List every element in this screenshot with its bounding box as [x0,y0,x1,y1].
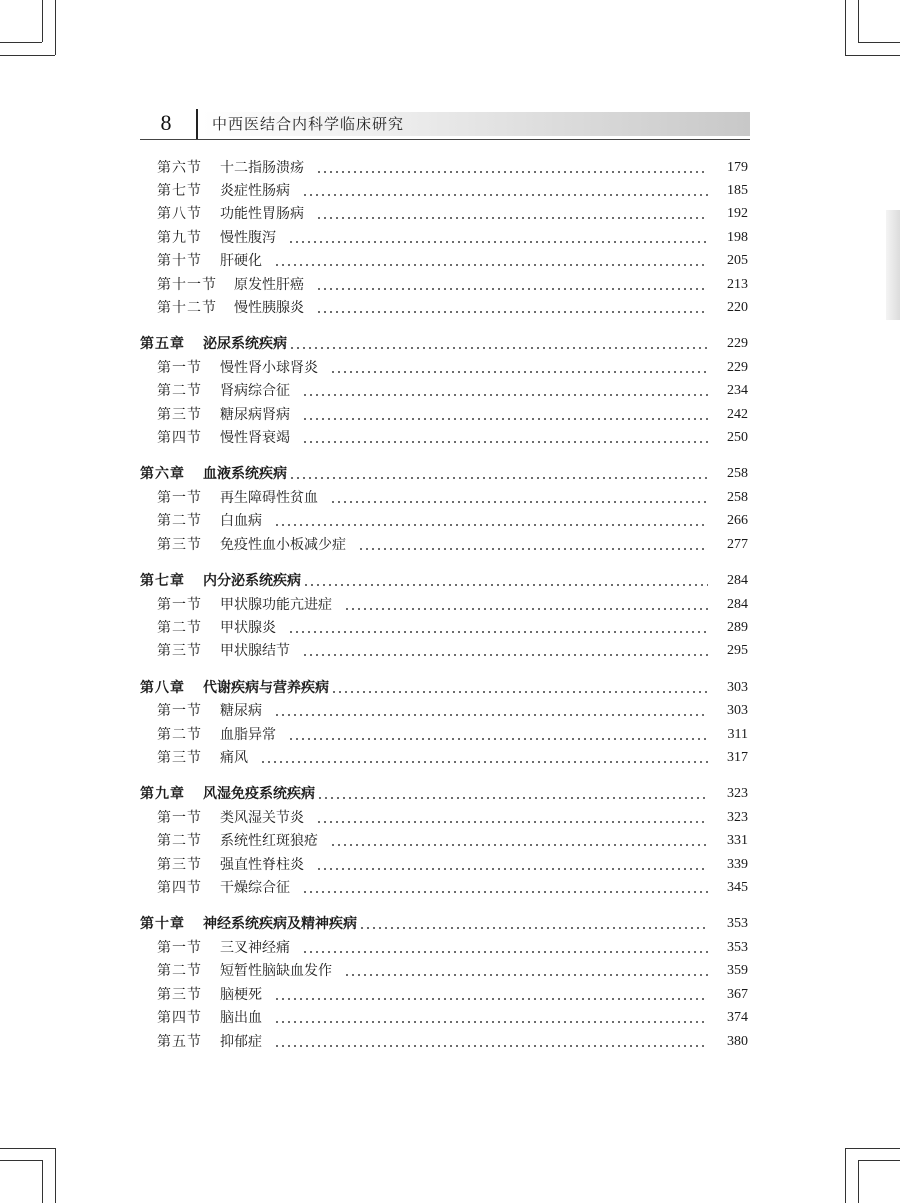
entry-title: 白血病 [220,513,262,529]
entry-title: 十二指肠溃疡 [220,160,304,176]
toc-chapter-entry [140,677,748,699]
dot-leader [330,830,708,852]
entry-page: 229 [727,336,748,351]
toc-section-entry [157,807,748,829]
entry-page: 339 [727,857,748,872]
dot-leader [274,984,708,1006]
toc-section-entry [157,274,748,296]
toc-section-entry [157,724,748,746]
entry-title: 免疫性血小板减少症 [220,537,346,553]
entry-number: 第一节 [157,360,202,376]
dot-leader [316,274,708,296]
dot-leader [260,747,708,769]
entry-number: 第二节 [157,833,202,849]
toc-section-entry [157,700,748,722]
entry-title: 慢性胰腺炎 [234,300,304,316]
entry-title: 甲状腺功能亢进症 [220,597,332,613]
entry-number: 第九章 [140,786,185,802]
toc-section-entry [157,747,748,769]
entry-number: 第三节 [157,857,202,873]
toc-section-entry [157,157,748,179]
entry-number: 第二节 [157,620,202,636]
entry-title: 肾病综合征 [220,383,290,399]
entry-page: 295 [727,643,748,658]
entry-number: 第四节 [157,1010,202,1026]
dot-leader [302,380,708,402]
dot-leader [359,913,708,935]
entry-title: 短暂性脑缺血发作 [220,963,332,979]
entry-title: 甲状腺炎 [220,620,276,636]
toc-section-entry [157,534,748,556]
entry-title: 风湿免疫系统疾病 [203,786,315,802]
entry-page: 317 [727,750,748,765]
dot-leader [288,227,708,249]
toc-section-entry [157,594,748,616]
entry-number: 第十二节 [157,300,217,316]
toc-section-entry [157,297,748,319]
entry-title: 血液系统疾病 [203,466,287,482]
entry-page: 185 [727,183,748,198]
toc-section-entry [157,487,748,509]
entry-page: 303 [727,703,748,718]
toc-section-entry [157,830,748,852]
dot-leader [317,783,708,805]
toc-section-entry [157,984,748,1006]
entry-number: 第七节 [157,183,202,199]
entry-page: 250 [727,430,748,445]
entry-title: 炎症性肠病 [220,183,290,199]
entry-page: 331 [727,833,748,848]
entry-number: 第四节 [157,430,202,446]
entry-page: 284 [727,573,748,588]
entry-page: 353 [727,916,748,931]
entry-page: 229 [727,360,748,375]
entry-page: 323 [727,810,748,825]
entry-page: 258 [727,466,748,481]
toc-section-entry [157,250,748,272]
dot-leader [316,157,708,179]
entry-title: 抑郁症 [220,1034,262,1050]
toc-chapter-entry [140,913,748,935]
entry-page: 311 [727,727,748,742]
entry-page: 353 [727,940,748,955]
dot-leader [288,724,708,746]
entry-number: 第二节 [157,513,202,529]
entry-number: 第三节 [157,643,202,659]
dot-leader [302,640,708,662]
entry-title: 原发性肝癌 [234,277,304,293]
entry-number: 第三节 [157,750,202,766]
entry-page: 205 [727,253,748,268]
dot-leader [316,854,708,876]
dot-leader [316,203,708,225]
toc-section-entry [157,877,748,899]
toc-section-entry [157,617,748,639]
entry-number: 第二节 [157,727,202,743]
entry-title: 慢性肾小球肾炎 [220,360,318,376]
entry-number: 第一节 [157,703,202,719]
entry-number: 第四节 [157,880,202,896]
entry-title: 神经系统疾病及精神疾病 [203,916,357,932]
dot-leader [331,677,708,699]
entry-title: 内分泌系统疾病 [203,573,301,589]
entry-title: 三叉神经痛 [220,940,290,956]
dot-leader [330,487,708,509]
toc-section-entry [157,380,748,402]
entry-page: 367 [727,987,748,1002]
dot-leader [330,357,708,379]
entry-page: 220 [727,300,748,315]
entry-number: 第六节 [157,160,202,176]
toc-chapter-entry [140,570,748,592]
entry-page: 277 [727,537,748,552]
entry-page: 289 [727,620,748,635]
dot-leader [302,937,708,959]
entry-number: 第二节 [157,383,202,399]
entry-number: 第八节 [157,206,202,222]
entry-number: 第一节 [157,810,202,826]
dot-leader [274,1007,708,1029]
dot-leader [344,594,708,616]
entry-title: 脑梗死 [220,987,262,1003]
toc-section-entry [157,1031,748,1053]
entry-title: 代谢疾病与营养疾病 [203,680,329,696]
toc-section-entry [157,854,748,876]
entry-number: 第一节 [157,940,202,956]
entry-number: 第二节 [157,963,202,979]
dot-leader [302,180,708,202]
toc-section-entry [157,227,748,249]
toc-chapter-entry [140,783,748,805]
entry-title: 类风湿关节炎 [220,810,304,826]
entry-title: 功能性胃肠病 [220,206,304,222]
entry-page: 345 [727,880,748,895]
entry-title: 痛风 [220,750,248,766]
page-number: 8 [160,110,172,135]
entry-number: 第六章 [140,466,185,482]
dot-leader [302,427,708,449]
dot-leader [274,250,708,272]
toc-section-entry [157,357,748,379]
entry-title: 再生障碍性贫血 [220,490,318,506]
entry-number: 第五节 [157,1034,202,1050]
entry-page: 374 [727,1010,748,1025]
toc-section-entry [157,180,748,202]
entry-title: 脑出血 [220,1010,262,1026]
dot-leader [289,463,708,485]
toc-section-entry [157,510,748,532]
toc-section-entry [157,427,748,449]
entry-title: 慢性腹泻 [220,230,276,246]
dot-leader [316,297,708,319]
entry-page: 242 [727,407,748,422]
entry-title: 肝硬化 [220,253,262,269]
entry-page: 380 [727,1034,748,1049]
dot-leader [288,617,708,639]
entry-number: 第十章 [140,916,185,932]
entry-page: 192 [727,206,748,221]
entry-page: 234 [727,383,748,398]
toc-section-entry [157,640,748,662]
entry-title: 甲状腺结节 [220,643,290,659]
entry-number: 第三节 [157,987,202,1003]
entry-number: 第一节 [157,490,202,506]
entry-number: 第七章 [140,573,185,589]
entry-title: 强直性脊柱炎 [220,857,304,873]
entry-title: 系统性红斑狼疮 [220,833,318,849]
dot-leader [289,333,708,355]
entry-page: 266 [727,513,748,528]
toc-section-entry [157,404,748,426]
entry-number: 第九节 [157,230,202,246]
toc-section-entry [157,937,748,959]
toc-section-entry [157,203,748,225]
entry-page: 359 [727,963,748,978]
entry-page: 323 [727,786,748,801]
entry-title: 慢性肾衰竭 [220,430,290,446]
entry-number: 第八章 [140,680,185,696]
entry-number: 第十一节 [157,277,217,293]
entry-title: 糖尿病 [220,703,262,719]
entry-number: 第五章 [140,336,185,352]
dot-leader [316,807,708,829]
dot-leader [274,510,708,532]
entry-number: 第三节 [157,407,202,423]
entry-title: 糖尿病肾病 [220,407,290,423]
entry-title: 血脂异常 [220,727,276,743]
dot-leader [303,570,708,592]
entry-page: 213 [727,277,748,292]
toc-chapter-entry [140,333,748,355]
dot-leader [274,1031,708,1053]
toc-section-entry [157,960,748,982]
book-title: 中西医结合内科学临床研究 [212,115,405,133]
dot-leader [344,960,708,982]
entry-page: 258 [727,490,748,505]
dot-leader [302,877,708,899]
dot-leader [358,534,708,556]
entry-number: 第三节 [157,537,202,553]
entry-page: 179 [727,160,748,175]
entry-page: 198 [727,230,748,245]
entry-page: 303 [727,680,748,695]
toc-section-entry [157,1007,748,1029]
dot-leader [302,404,708,426]
entry-number: 第一节 [157,597,202,613]
toc-chapter-entry [140,463,748,485]
entry-page: 284 [727,597,748,612]
entry-title: 泌尿系统疾病 [203,336,287,352]
dot-leader [274,700,708,722]
entry-number: 第十节 [157,253,202,269]
entry-title: 干燥综合征 [220,880,290,896]
